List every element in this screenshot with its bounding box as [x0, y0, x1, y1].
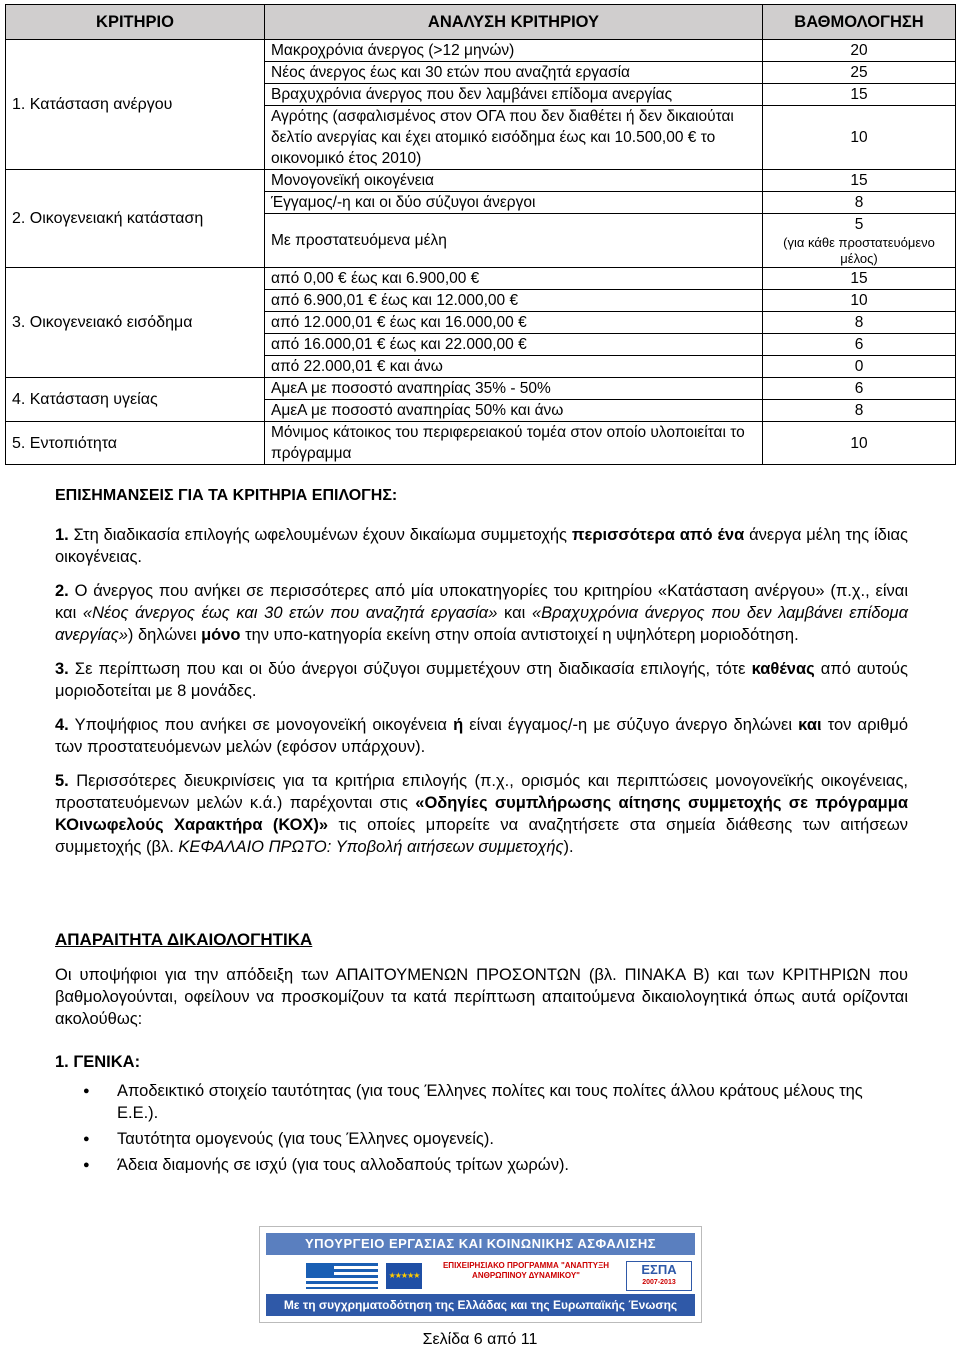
- note-5: 5. Περισσότερες διευκρινίσεις για τα κριτήρια επιλογής (π.χ., ορισμός και περιπτώσεις μονογονεϊκής οικογένειας, προστατευόμενων μελών κ.ά.) παρέχονται στις «Οδηγίες συμπλήρωσης αίτησης συμμετοχής σε πρόγραμμα ΚΟινωφελούς Χαρακτήρα (ΚΟΧ)» τις οποίες μπορείτε να αναζητήσετε στα σημεία διάθεσης των αιτήσεων συμμετοχής (βλ. ΚΕΦΑΛΑΙΟ ΠΡΩΤΟ: Υποβολή αιτήσεων συμμετοχής).: [55, 772, 909, 856]
- criterion-detail: από 12.000,01 € έως και 16.000,00 €: [265, 312, 763, 334]
- table-row: [6, 40, 956, 62]
- criterion-name: 5. Εντοπιότητα: [6, 422, 265, 465]
- criterion-score: 6: [763, 378, 956, 400]
- intro-paragraph: Οι υποψήφιοι για την απόδειξη των ΑΠΑΙΤΟΥΜΕΝΩΝ ΠΡΟΣΟΝΤΩΝ (βλ. ΠΙΝΑΚΑ Β) και των ΚΡΙΤΗΡΙΩΝ που βαθμολογούνται, οφείλουν να προσκομίζουν τα κατά περίπτωση απαιτούμενα δικαιολογητικά όπως αυτά ορίζονται ακολούθως:: [55, 966, 908, 1028]
- general-heading: 1. ΓΕΝΙΚΑ:: [55, 1053, 141, 1071]
- documents-heading: ΑΠΑΡΑΙΤΗΤΑ ΔΙΚΑΙΟΛΟΓΗΤΙΚΑ: [55, 930, 313, 949]
- criterion-score: 0: [763, 356, 956, 378]
- criterion-detail: Έγγαμος/-η και οι δύο σύζυγοι άνεργοι: [265, 192, 763, 214]
- table-row: [6, 422, 956, 465]
- criterion-detail: Με προστατευόμενα μέλη: [265, 214, 763, 268]
- criterion-score: 10: [763, 290, 956, 312]
- criterion-score: 10: [763, 106, 956, 170]
- criterion-name: 2. Οικογενειακή κατάσταση: [6, 170, 265, 268]
- table-row: [6, 170, 956, 192]
- cofunding-note: Με τη συγχρηματοδότηση της Ελλάδας και της Ευρωπαϊκής Ένωσης: [266, 1294, 695, 1316]
- notes-section: [55, 524, 908, 870]
- score-value: 5: [854, 216, 864, 233]
- criterion-score: 15: [763, 170, 956, 192]
- note-2: 2. Ο άνεργος που ανήκει σε περισσότερες από μία υποκατηγορίες του κριτηρίου «Κατάσταση ανέργου» (π.χ., είναι και «Νέος άνεργος έως και 30 ετών που αναζητά εργασία» και «Βραχυχρόνια άνεργος που δεν λαμβάνει επίδομα ανεργίας») δηλώνει μόνο την υπο-κατηγορία εκείνη στην οποία αντιστοιχεί η υψηλότερη μοριοδότηση.: [55, 582, 909, 644]
- criterion-detail: ΑμεΑ με ποσοστό αναπηρίας 35% - 50%: [265, 378, 763, 400]
- criterion-name: 1. Κατάσταση ανέργου: [6, 40, 265, 170]
- criterion-detail: ΑμεΑ με ποσοστό αναπηρίας 50% και άνω: [265, 400, 763, 422]
- table-header-row: [6, 5, 956, 40]
- documents-list: [55, 1080, 905, 1180]
- ministry-title: ΥΠΟΥΡΓΕΙΟ ΕΡΓΑΣΙΑΣ ΚΑΙ ΚΟΙΝΩΝΙΚΗΣ ΑΣΦΑΛΙΣΗΣ: [266, 1233, 695, 1255]
- criterion-score: 10: [763, 422, 956, 465]
- criterion-detail: από 16.000,01 € έως και 22.000,00 €: [265, 334, 763, 356]
- criterion-detail: από 22.000,01 € και άνω: [265, 356, 763, 378]
- header-criterion: ΚΡΙΤΗΡΙΟ: [6, 5, 265, 40]
- criterion-score: 8: [763, 400, 956, 422]
- criterion-score: 8: [763, 312, 956, 334]
- header-analysis: ΑΝΑΛΥΣΗ ΚΡΙΤΗΡΙΟΥ: [265, 5, 763, 40]
- criterion-score: 15: [763, 84, 956, 106]
- criterion-score: 15: [763, 268, 956, 290]
- criterion-detail: Μονογονεϊκή οικογένεια: [265, 170, 763, 192]
- criteria-table: [5, 4, 956, 465]
- criterion-name: 4. Κατάσταση υγείας: [6, 378, 265, 422]
- ministry-banner: [259, 1226, 702, 1323]
- eu-flag-icon: ★★★★★: [386, 1263, 422, 1289]
- table-row: [6, 268, 956, 290]
- criterion-detail: Βραχυχρόνια άνεργος που δεν λαμβάνει επίδομα ανεργίας: [265, 84, 763, 106]
- note-3: 3. Σε περίπτωση που και οι δύο άνεργοι σύζυγοι συμμετέχουν στη διαδικασία επιλογής, τότε καθένας από αυτούς μοριοδοτείται με 8 μονάδες.: [55, 660, 908, 700]
- criterion-detail: Νέος άνεργος έως και 30 ετών που αναζητά εργασία: [265, 62, 763, 84]
- criterion-score: 6: [763, 334, 956, 356]
- note-1: 1. Στη διαδικασία επιλογής ωφελουμένων έχουν δικαίωμα συμμετοχής περισσότερα από ένα άνεργα μέλη της ίδιας οικογένειας.: [55, 526, 908, 566]
- list-item: ● Άδεια διαμονής σε ισχύ (για τους αλλοδαπούς τρίτων χωρών).: [55, 1154, 905, 1176]
- greek-flag-icon: [306, 1263, 378, 1289]
- criterion-detail: Μόνιμος κάτοικος του περιφερειακού τομέα στον οποίο υλοποιείται το πρόγραμμα: [265, 422, 763, 465]
- list-item: ● Ταυτότητα ομογενούς (για τους Έλληνες ομογενείς).: [55, 1128, 905, 1150]
- documents-intro: [55, 964, 908, 1042]
- criterion-name: 3. Οικογενειακό εισόδημα: [6, 268, 265, 378]
- list-item: ● Αποδεικτικό στοιχείο ταυτότητας (για τους Έλληνες πολίτες και τους πολίτες άλλου κράτους μέλους της Ε.Ε.).: [55, 1080, 905, 1124]
- score-note: (για κάθε προστατευόμενο μέλος): [783, 235, 935, 266]
- criterion-detail: από 6.900,01 € έως και 12.000,00 €: [265, 290, 763, 312]
- criterion-detail: Αγρότης (ασφαλισμένος στον ΟΓΑ που δεν διαθέτει ή δεν δικαιούται δελτίο ανεργίας και έχει ατομικό εισόδημα έως και 10.500,00 € το οικονομικό έτος 2010): [265, 106, 763, 170]
- criterion-detail: Μακροχρόνια άνεργος (>12 μηνών): [265, 40, 763, 62]
- table-row: [6, 378, 956, 400]
- banner-logos: [266, 1259, 695, 1292]
- program-name: ΕΠΙΧΕΙΡΗΣΙΑΚΟ ΠΡΟΓΡΑΜΜΑ "ΑΝΑΠΤΥΞΗ ΑΝΘΡΩΠΙΝΟΥ ΔΥΝΑΜΙΚΟΥ": [442, 1261, 610, 1280]
- criterion-detail: από 0,00 € έως και 6.900,00 €: [265, 268, 763, 290]
- page-number: Σελίδα 6 από 11: [422, 1331, 538, 1348]
- header-score: ΒΑΘΜΟΛΟΓΗΣΗ: [763, 5, 956, 40]
- espa-logo: ΕΣΠΑ 2007-2013: [626, 1261, 692, 1291]
- criterion-score: 8: [763, 192, 956, 214]
- criterion-score: 25: [763, 62, 956, 84]
- criterion-score: [763, 214, 956, 268]
- criterion-score: 20: [763, 40, 956, 62]
- note-4: 4. Υποψήφιος που ανήκει σε μονογονεϊκή οικογένεια ή είναι έγγαμος/-η με σύζυγο άνεργο δηλώνει και τον αριθμό των προστατευόμενων μελών (εφόσον υπάρχουν).: [55, 716, 909, 756]
- notes-heading: ΕΠΙΣΗΜΑΝΣΕΙΣ ΓΙΑ ΤΑ ΚΡΙΤΗΡΙΑ ΕΠΙΛΟΓΗΣ:: [55, 487, 398, 504]
